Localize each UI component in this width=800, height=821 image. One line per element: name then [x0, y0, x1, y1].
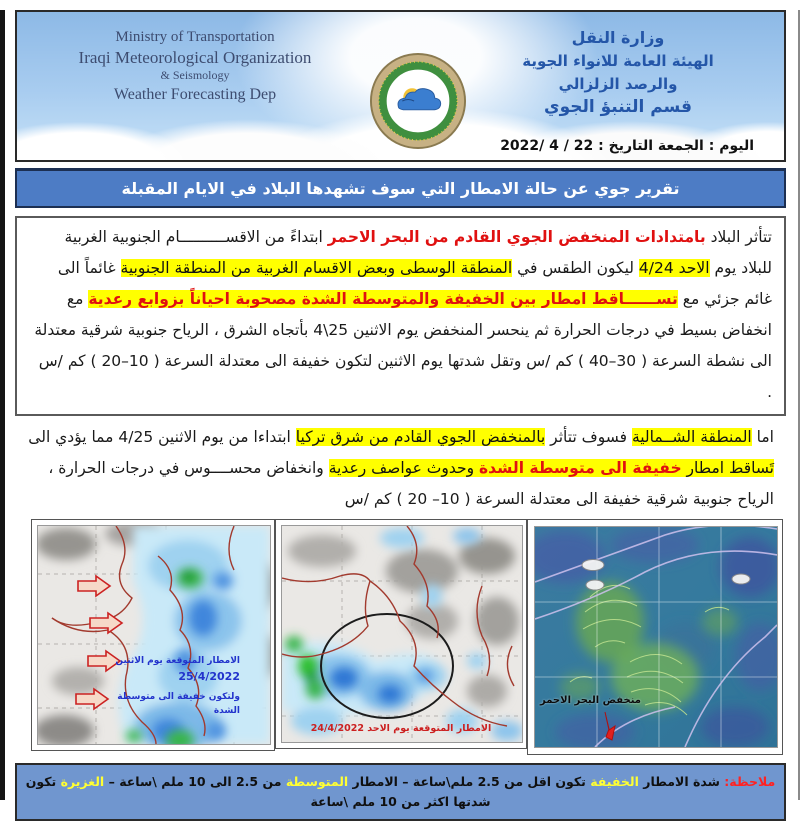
- report-title-bar: تقرير جوي عن حالة الامطار التي سوف تشهدها البلاد في الايام المقبلة: [15, 168, 786, 208]
- maps-row: [31, 519, 776, 755]
- authority-arabic: الهيئة العامة للانواء الجوية: [522, 52, 714, 70]
- text-segment: غائماً الى غائم جزئي مع: [57, 259, 772, 308]
- text-segment: المنطقة الوسطى وبعض الاقسام الغربية من المنطقة الجنوبية: [120, 259, 513, 277]
- forecast-paragraph-1: [29, 222, 772, 408]
- rain-map-sunday: [275, 519, 527, 749]
- header-banner: [15, 10, 786, 162]
- forecast-paragraph-2-wrap: [15, 422, 786, 515]
- red-sea-low-label: منخفض البحر الاحمر: [540, 695, 641, 706]
- monday-map-caption: الامطار المتوقعة يوم الاثنين 25/4/2022 ولتكون خفيفة الى متوسطة الشدة: [115, 656, 240, 716]
- text-segment: فسوف تتأثر: [545, 428, 632, 446]
- text-segment: من 2.5 الى 10 ملم \ساعة –: [104, 774, 286, 789]
- text-segment: تتأثر البلاد: [705, 228, 772, 246]
- text-segment: ليكون الطقس في: [512, 259, 639, 277]
- text-segment: تســــــاقط امطار بين الخفيفة والمتوسطة الشدة مصحوبة احياناً بزوابع رعدية: [88, 290, 678, 308]
- text-segment: تَساقط امطار: [681, 459, 774, 477]
- text-segment: تكون شدتها اكثر من 10 ملم \ساعة: [25, 774, 491, 809]
- rain-map-monday: [31, 519, 275, 751]
- synoptic-map-red-sea-low: [527, 519, 783, 755]
- header-english-block: [45, 28, 345, 105]
- text-segment: بامتدادات المنخفض الجوي القادم من البحر الاحمر: [327, 228, 706, 246]
- seismic-arabic: والرصد الزلزالي: [558, 74, 678, 93]
- forecast-dept-arabic: قسم التنبؤ الجوي: [544, 97, 692, 117]
- header-arabic-block: [478, 26, 758, 121]
- weather-report-page: [0, 10, 800, 809]
- text-segment: شدة الامطار: [638, 774, 725, 789]
- ministry-arabic: وزارة النقل: [571, 28, 665, 47]
- text-segment: المنطقة الشــمالية: [631, 428, 752, 446]
- ministry-line: Ministry of Transportation: [115, 29, 275, 45]
- department-line: Weather Forecasting Dep: [113, 86, 277, 103]
- forecast-paragraph-box: [15, 216, 786, 416]
- text-segment: اما: [751, 428, 774, 446]
- text-segment: ابتداءا من يوم الاثنين 4/25 مما يؤدي الى: [28, 428, 296, 446]
- report-date: اليوم : الجمعة التاريخ : 22 / 4 /2022: [500, 138, 754, 154]
- text-segment: الخفيفة: [590, 774, 639, 789]
- seismology-line: & Seismology: [160, 68, 230, 82]
- text-segment: بالمنخفض الجوي القادم من شرق تركيا: [295, 428, 546, 446]
- text-segment: وحدوث عواصف رعدية: [328, 459, 480, 477]
- organization-line: Iraqi Meteorological Organization: [78, 47, 312, 67]
- text-segment: تكون اقل من 2.5 ملم\ساعة – الامطار: [348, 774, 591, 789]
- text-segment: ابتداءً من الاقســــــــــام الجنوبية الغربية للبلاد يوم: [64, 228, 772, 277]
- forecast-paragraph-2: [27, 422, 774, 515]
- rain-intensity-note: [15, 763, 786, 821]
- text-segment: وانخفاض محســــوس في درجات الحرارة ، الرياح جنوبية شرقية خفيفة الى معتدلة السرعة ( 10– 20 ) كم /س: [48, 459, 774, 508]
- text-segment: الاحد 4/24: [638, 259, 710, 277]
- text-segment: مع انخفاض بسيط في درجات الحرارة ثم ينحسر المنخفض يوم الاثنين 25\4 بأتجاه الشرق ، الرياح جنوبية شرقية معتدلة الى نشطة السرعة ( 30–40 ) كم /س وتقل شدتها يوم الاثنين لتكون خفيفة الى معتدلة السرعة ( 10–20 ) كم /س .: [34, 290, 772, 401]
- organization-logo-icon: [369, 52, 467, 150]
- text-segment: ملاحظة:: [724, 774, 776, 789]
- sunday-map-caption: الامطار المتوقعة يوم الاحد 24/4/2022: [310, 723, 492, 734]
- text-segment: الغزيرة: [60, 774, 105, 789]
- text-segment: المتوسطة: [285, 774, 349, 789]
- text-segment: خفيفة الى متوسطة الشدة: [479, 459, 682, 477]
